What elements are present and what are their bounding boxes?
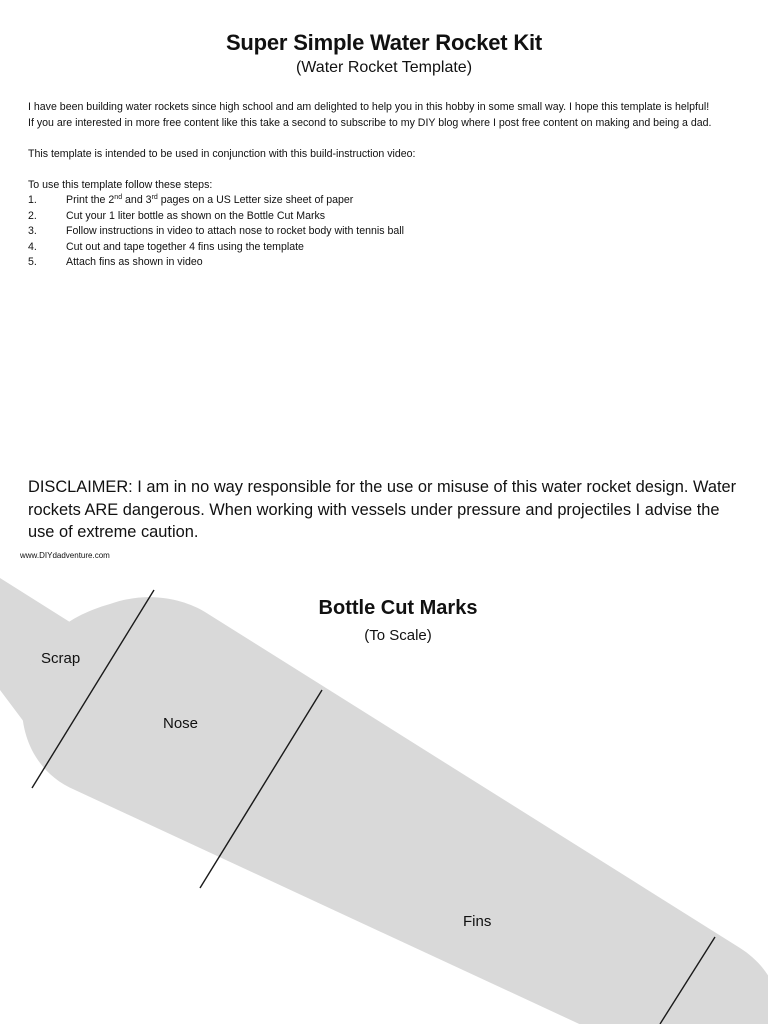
step-item — [28, 224, 728, 240]
step-number: 3. — [28, 225, 37, 237]
step-text: Attach fins as shown in video — [66, 256, 203, 268]
steps-list — [28, 193, 728, 271]
steps-heading: To use this template follow these steps: — [28, 178, 213, 191]
step-number: 1. — [28, 194, 37, 206]
step-text: Follow instructions in video to attach nose to rocket body with tennis ball — [66, 225, 405, 237]
diagram-title: Bottle Cut Marks — [318, 597, 478, 619]
fins-label: Fins — [463, 913, 492, 930]
bottle-body-shape — [22, 597, 768, 1024]
step-item — [28, 255, 728, 271]
step-number: 2. — [28, 209, 37, 222]
step-number: 4. — [28, 240, 37, 253]
scrap-label: Scrap — [41, 650, 81, 667]
intro-paragraph: I have been building water rockets since high school and am delighted to help you in this hobby in some small way. I hope this template is helpful! — [28, 101, 710, 113]
nose-label: Nose — [163, 715, 199, 732]
step-text: Print the 2nd and 3rd pages on a US Letter size sheet of paper — [66, 194, 354, 206]
intro-section — [28, 100, 728, 271]
page-subtitle: (Water Rocket Template) — [295, 59, 473, 76]
video-paragraph: This template is intended to be used in conjunction with this build-instruction video: — [28, 147, 416, 160]
step-number: 5. — [28, 256, 37, 268]
step-item — [28, 209, 728, 225]
diagram-subtitle: (To Scale) — [364, 627, 432, 644]
page-title: Super Simple Water Rocket Kit — [225, 30, 543, 55]
step-item — [28, 240, 728, 256]
subscribe-paragraph: If you are interested in more free content like this take a second to subscribe to my DIY blog where I post free content on making and being a dad. — [28, 116, 712, 129]
step-item — [28, 193, 728, 209]
step-text: Cut out and tape together 4 fins using the template — [66, 240, 304, 253]
step-text: Cut your 1 liter bottle as shown on the Bottle Cut Marks — [66, 209, 326, 222]
disclaimer-text: DISCLAIMER: I am in no way responsible for the use or misuse of this water rocket design. Water rockets ARE dangerous. When working with vessels under pressure and projectiles I advise the use of extreme caution. — [28, 478, 737, 541]
website-url: www.DIYdadventure.com — [20, 551, 110, 560]
